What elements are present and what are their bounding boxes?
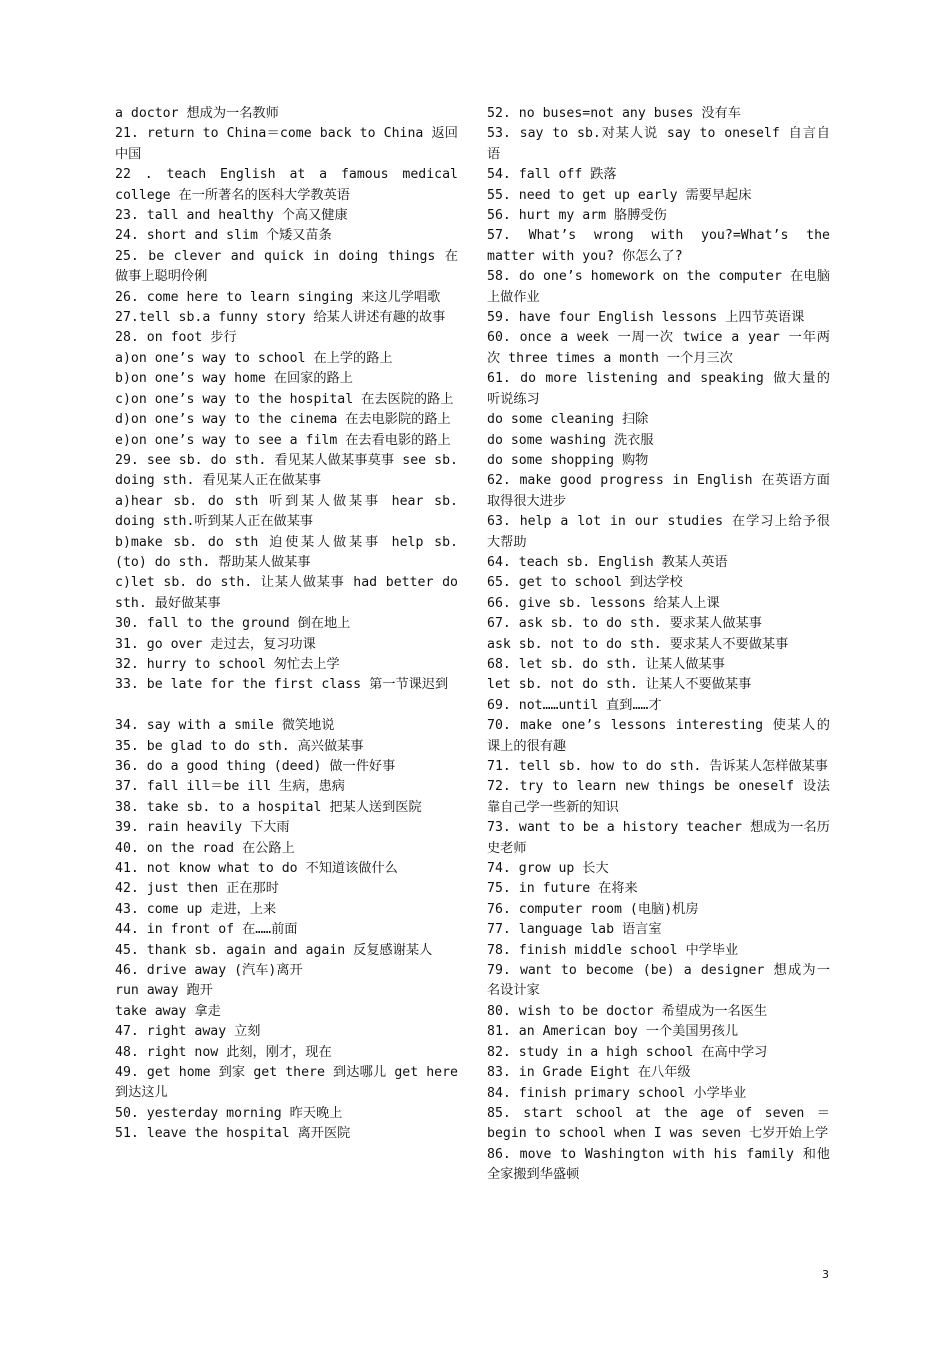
phrase-entry: 78. finish middle school 中学毕业	[487, 942, 739, 958]
phrase-entry: 41. not know what to do 不知道该做什么	[115, 861, 398, 877]
phrase-entry: 33. be late for the first class 第一节课迟到	[115, 677, 449, 693]
phrase-entry: 83. in Grade Eight 在八年级	[487, 1065, 691, 1081]
phrase-entry: ask sb. not to do sth. 要求某人不要做某事	[487, 636, 789, 652]
phrase-entry: 53. say to sb.对某人说 say to oneself 自言自语	[487, 126, 830, 162]
phrase-entry: do some washing 洗衣服	[487, 432, 654, 448]
phrase-entry: 29. see sb. do sth. 看见某人做某事莫事 see sb. doing sth. 看见某人正在做某事	[115, 452, 458, 489]
page-number: 3	[822, 1268, 829, 1281]
phrase-entry: 64. teach sb. English 教某人英语	[487, 554, 728, 570]
phrase-entry: a doctor 想成为一名教师	[115, 106, 279, 121]
phrase-entry: 71. tell sb. how to do sth. 告诉某人怎样做某事	[487, 759, 828, 774]
phrase-entry: 77. language lab 语言室	[487, 922, 662, 938]
phrase-entry: a)hear sb. do sth 听到某人做某事 hear sb. doing sth.听到某人正在做某事	[115, 493, 458, 530]
phrase-entry: 82. study in a high school 在高中学习	[487, 1044, 768, 1060]
phrase-entry: 61. do more listening and speaking 做大量的听说练习	[487, 371, 830, 407]
phrase-entry: let sb. not do sth. 让某人不要做某事	[487, 677, 752, 693]
phrase-entry: 80. wish to be doctor 希望成为一名医生	[487, 1003, 768, 1019]
phrase-entry: 72. try to learn new things be oneself 设法靠自己学一些新的知识	[487, 779, 830, 815]
phrase-entry: 48. right now 此刻，刚才，现在	[115, 1044, 332, 1060]
phrase-entry: 47. right away 立刻	[115, 1024, 261, 1040]
phrase-entry: 37. fall ill＝be ill 生病，患病	[115, 779, 345, 795]
phrase-entry: 36. do a good thing (deed) 做一件好事	[115, 758, 396, 774]
phrase-entry: 54. fall off 跌落	[487, 167, 617, 183]
phrase-entry: 42. just then 正在那时	[115, 881, 279, 897]
phrase-entry: take away 拿走	[115, 1003, 221, 1019]
phrase-entry: 55. need to get up early 需要早起床	[487, 187, 752, 203]
phrase-entry: 70. make one’s lessons interesting 使某人的课上的很有趣	[487, 718, 830, 754]
phrase-entry: 22 . teach English at a famous medical college 在一所著名的医科大学教英语	[115, 167, 458, 203]
phrase-entry: 26. come here to learn singing 来这儿学唱歌	[115, 289, 441, 305]
phrase-entry: 81. an American boy 一个美国男孩儿	[487, 1024, 739, 1040]
phrase-entry: 31. go over 走过去，复习功课	[115, 636, 316, 652]
phrase-entry: 52. no buses=not any buses 没有车	[487, 106, 741, 121]
phrase-entry: 69. not……until 直到……才	[487, 697, 662, 713]
phrase-entry: 86. move to Washington with his family 和他全家搬到华盛顿	[487, 1146, 830, 1183]
phrase-entry: 75. in future 在将来	[487, 881, 638, 897]
phrase-entry: 23. tall and healthy 个高又健康	[115, 208, 348, 224]
phrase-entry: 50. yesterday morning 昨天晚上	[115, 1105, 343, 1121]
phrase-entry: run away 跑开	[115, 983, 213, 999]
phrase-entry: 40. on the road 在公路上	[115, 840, 295, 856]
phrase-entry: b)make sb. do sth 迫使某人做某事 help sb. (to) do sth. 帮助某人做某事	[115, 534, 458, 570]
phrase-entry: 57. What’s wrong with you?=What’s the matter with you? 你怎么了?	[487, 228, 830, 264]
phrase-entry: 38. take sb. to a hospital 把某人送到医院	[115, 799, 422, 815]
phrase-entry: do some cleaning 扫除	[487, 412, 649, 428]
phrase-entry: 60. once a week 一周一次 twice a year 一年两次 three times a month 一个月三次	[487, 330, 830, 366]
phrase-entry: 73. want to be a history teacher 想成为一名历史老师	[487, 820, 830, 856]
phrase-entry: 35. be glad to do sth. 高兴做某事	[115, 738, 364, 754]
phrase-entry: 49. get home 到家 get there 到达哪儿 get here 到达这儿	[115, 1065, 458, 1101]
phrase-entry: 66. give sb. lessons 给某人上课	[487, 595, 720, 611]
left-column	[115, 104, 458, 1145]
phrase-entry: 32. hurry to school 匆忙去上学	[115, 656, 340, 672]
phrase-entry: 39. rain heavily 下大雨	[115, 820, 290, 836]
phrase-entry: 43. come up 走进，上来	[115, 901, 277, 917]
phrase-entry: 79. want to become (be) a designer 想成为一名设计家	[487, 963, 830, 999]
phrase-entry: 67. ask sb. to do sth. 要求某人做某事	[487, 616, 762, 632]
phrase-entry: c)on one’s way to the hospital 在去医院的路上	[115, 391, 454, 407]
phrase-entry: 76. computer room (电脑)机房	[487, 901, 699, 917]
phrase-entry: 24. short and slim 个矮又苗条	[115, 228, 332, 244]
phrase-entry: 34. say with a smile 微笑地说	[115, 718, 335, 734]
right-column	[487, 104, 830, 1186]
phrase-entry: 59. have four English lessons 上四节英语课	[487, 310, 805, 326]
phrase-entry: 56. hurt my arm 胳膊受伤	[487, 208, 667, 224]
phrase-entry: 30. fall to the ground 倒在地上	[115, 616, 351, 632]
phrase-entry: 46. drive away (汽车)离开	[115, 963, 303, 979]
phrase-entry: 74. grow up 长大	[487, 861, 609, 877]
phrase-entry: 28. on foot 步行	[115, 330, 237, 346]
phrase-entry: a)on one’s way to school 在上学的路上	[115, 350, 393, 366]
phrase-entry: 27.tell sb.a funny story 给某人讲述有趣的故事	[115, 310, 446, 326]
phrase-entry: b)on one’s way home 在回家的路上	[115, 371, 353, 387]
phrase-entry: 51. leave the hospital 离开医院	[115, 1126, 351, 1142]
phrase-entry: d)on one’s way to the cinema 在去电影院的路上	[115, 412, 451, 428]
phrase-entry: 85. start school at the age of seven ＝begin to school when I was seven 七岁开始上学	[487, 1105, 830, 1142]
phrase-entry: 45. thank sb. again and again 反复感谢某人	[115, 942, 433, 958]
phrase-entry: 25. be clever and quick in doing things 在做事上聪明伶俐	[115, 248, 458, 285]
phrase-entry: 21. return to China＝come back to China 返回中国	[115, 126, 458, 162]
phrase-entry: 63. help a lot in our studies 在学习上给予很大帮助	[487, 514, 830, 550]
phrase-entry: 84. finish primary school 小学毕业	[487, 1085, 747, 1101]
phrase-entry: 65. get to school 到达学校	[487, 575, 683, 591]
phrase-entry: 58. do one’s homework on the computer 在电脑上做作业	[487, 269, 830, 305]
phrase-entry: 44. in front of 在……前面	[115, 922, 298, 938]
phrase-entry: 62. make good progress in English 在英语方面取得很大进步	[487, 473, 830, 509]
phrase-entry: e)on one’s way to see a film 在去看电影的路上	[115, 432, 451, 448]
phrase-entry: 68. let sb. do sth. 让某人做某事	[487, 656, 725, 672]
phrase-entry: do some shopping 购物	[487, 452, 649, 468]
phrase-entry: c)let sb. do sth. 让某人做某事 had better do sth. 最好做某事	[115, 575, 458, 611]
phrase-entry	[115, 696, 458, 716]
